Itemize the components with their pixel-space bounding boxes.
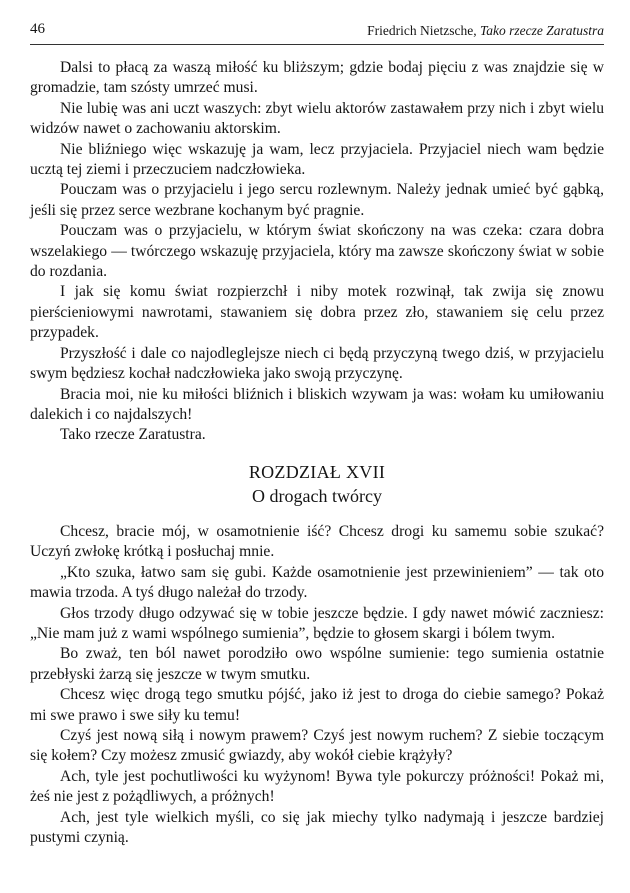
paragraph: Nie bliźniego więc wskazuję ja wam, lecz przyjaciela. Przyjaciel niech wam będzie ucztą tej ziemi i przeczuciem nadczłowieka. — [30, 140, 604, 179]
paragraph: Pouczam was o przyjacielu, w którym świat skończony na was czeka: czara dobra wszelakiego — twórczego wskazuję przyjaciela, który ma zawsze skończony świat w sobie do rozdania. — [30, 222, 604, 281]
paragraph: Nie lubię was ani uczt waszych: zbyt wielu aktorów zastawałem przy nich i zbyt wielu widzów nawet o zachowaniu aktorskim. — [30, 99, 604, 138]
chapter-title: O drogach twórcy — [252, 486, 382, 506]
page-header — [30, 20, 604, 45]
paragraph: Chcesz więc drogą tego smutku pójść, jako iż jest to droga do ciebie samego? Pokaż mi swe prawo i swe siły ku temu! — [30, 686, 604, 724]
paragraph: I jak się komu świat rozpierzchł i niby motek rozwinął, tak zwija się znowu pierścieniowymi nawrotami, stawaniem się dobra przez zło, stawaniem się celu przez przypadek. — [30, 283, 604, 342]
closing-line: Tako rzecze Zaratustra. — [60, 426, 206, 444]
paragraph: Przyszłość i dale co najodleglejsze niech ci będą przyczyną twego dziś, w przyjacielu swym będziesz kochał nadczłowieka jako swoją przyczynę. — [30, 344, 604, 383]
page-number: 46 — [30, 21, 45, 37]
running-head-author: Friedrich Nietzsche, — [367, 23, 477, 38]
chapter-number: ROZDZIAŁ XVII — [248, 462, 386, 482]
paragraph: Chcesz, bracie mój, w osamotnienie iść? Chcesz drogi ku samemu sobie szukać? Uczyń zwłokę krótką i posłuchaj mnie. — [30, 523, 604, 561]
paragraph: Ach, jest tyle wielkich myśli, co się jak miechy tylko nadymają i jeszcze bardziej pustymi czynią. — [30, 808, 604, 847]
text-block-chapter-xvii — [30, 522, 604, 849]
paragraph: Bracia moi, nie ku miłości bliźnich i bliskich wzywam ja was: wołam ku umiłowaniu dalekich i co najdalszych! — [30, 385, 604, 423]
running-head-title: Tako rzecze Zaratustra — [479, 23, 604, 38]
paragraph: Ach, tyle jest pochutliwości ku wyżynom! Bywa tyle pokurczy próżności! Pokaż mi, żeś nie jest z pożądliwych, a próżnych! — [30, 767, 604, 806]
text-block-before-chapter — [30, 58, 604, 446]
paragraph: Czyś jest nową siłą i nowym prawem? Czyś jest nowym ruchem? Z siebie toczącym się kołem? Czy możesz zmusić gwiazdy, aby wokół ciebie krążyły? — [30, 727, 604, 765]
paragraph: „Kto szuka, łatwo sam się gubi. Każde osamotnienie jest przewinieniem” — tak oto mawia trzoda. A tyś długo należał do trzody. — [30, 563, 604, 602]
paragraph: Dalsi to płacą za waszą miłość ku bliższym; gdzie bodaj pięciu z was znajdzie się w gromadzie, tam szósty umrzeć musi. — [30, 59, 604, 97]
paragraph: Bo zważ, ten ból nawet porodziło owo wspólne sumienie: tego sumienia ostatnie przebłyski żarzą się jeszcze w twym smutku. — [30, 645, 604, 683]
paragraph: Pouczam was o przyjacielu i jego sercu rozlewnym. Należy jednak umieć być gąbką, jeśli się przez serce wezbrane kochanym być pragnie. — [30, 181, 604, 219]
running-head — [367, 23, 604, 39]
paragraph: Głos trzody długo odzywać się w tobie jeszcze będzie. I gdy nawet mówić zaczniesz: „Nie mam już z wami wspólnego sumienia”, będzie to głosem skargi i bólem twym. — [30, 604, 604, 643]
